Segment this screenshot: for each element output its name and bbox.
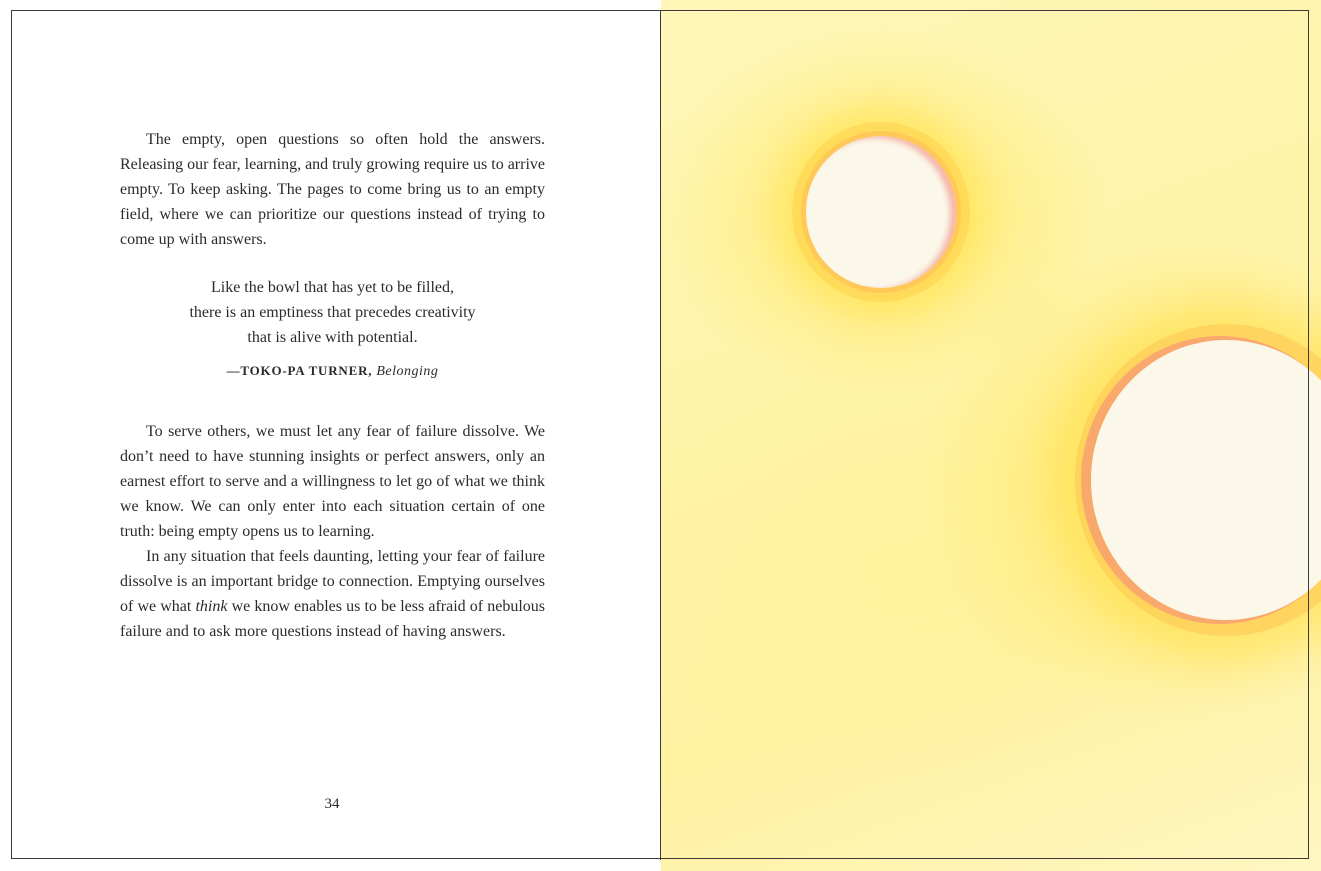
body-paragraph-1: To serve others, we must let any fear of failure dissolve. We don’t need to have stunning insights or perfect answers, only an earnest effort to serve and a willingness to let go of what we think we know. We can only enter into each situation certain of one truth: being empty opens us to learning. xyxy=(120,423,545,540)
small-moon-rim xyxy=(806,136,956,288)
body-paragraph-2-start: In any situation that feels daunting, letting your fear of failure dissolve is an important bridge to connection. Emptying ourselves of we what xyxy=(120,548,545,615)
left-page xyxy=(12,11,660,859)
body-paragraph-2 xyxy=(120,544,545,644)
body-paragraph-2-end: we know enables us to be less afraid of nebulous failure and to ask more questions instead of having answers. xyxy=(120,598,545,640)
emphasis-think: think xyxy=(195,598,228,615)
intro-paragraph: The empty, open questions so often hold the answers. Releasing our fear, learning, and truly growing require us to arrive empty. To keep asking. The pages to come bring us to an empty field, where we can prioritize our questions instead of trying to come up with answers. xyxy=(120,131,545,248)
quote-line: there is an emptiness that precedes creativity xyxy=(189,304,476,321)
body-text xyxy=(120,419,545,644)
quote-line: that is alive with potential. xyxy=(247,329,418,346)
epigraph-quote xyxy=(120,275,545,384)
watercolor-illustration xyxy=(661,0,1321,871)
page-gutter-divider xyxy=(660,10,661,860)
large-moon-shape xyxy=(1091,340,1321,620)
page-number: 34 xyxy=(324,796,340,812)
attribution-work: Belonging xyxy=(376,364,439,379)
attribution-author: —TOKO-PA TURNER, xyxy=(226,363,373,378)
quote-line: Like the bowl that has yet to be filled, xyxy=(210,279,455,296)
intro-text xyxy=(120,127,545,252)
quote-attribution xyxy=(120,358,545,384)
